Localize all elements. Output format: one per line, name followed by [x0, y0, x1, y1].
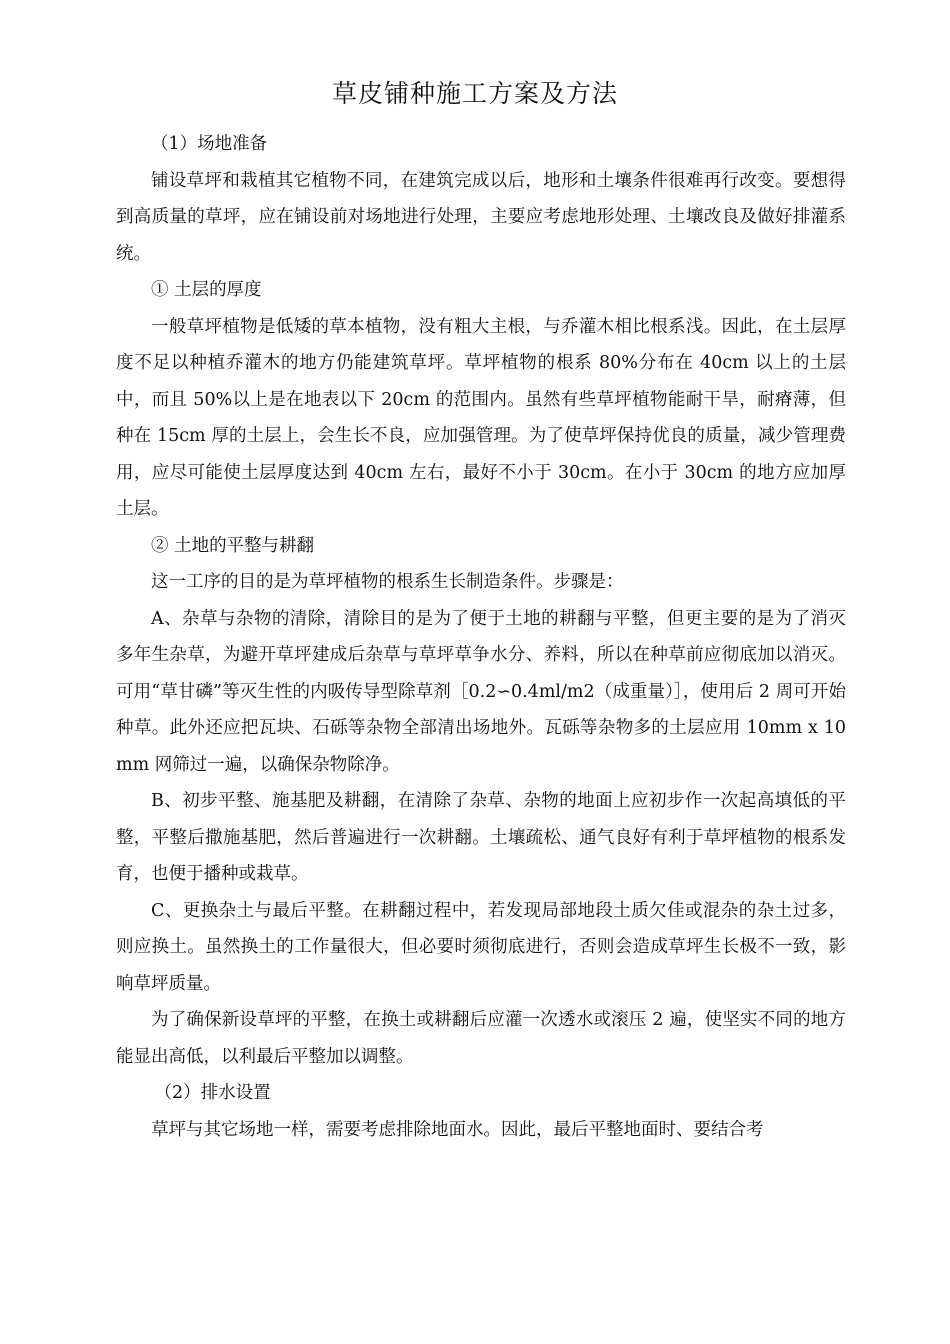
paragraph: C、更换杂土与最后平整。在耕翻过程中，若发现局部地段土质欠佳或混杂的杂土过多，则应换土。虽然换土的工作量很大，但必要时须彻底进行，否则会造成草坪生长极不一致，影响草坪质量。 — [116, 900, 846, 994]
paragraph: 草坪与其它场地一样，需要考虑排除地面水。因此，最后平整地面时、要结合考 — [151, 1119, 764, 1140]
subheading-soil-thickness: ① 土层的厚度 — [151, 280, 262, 300]
paragraph: 为了确保新设草坪的平整，在换土或耕翻后应灌一次透水或滚压 2 遍，使坚实不同的地方能显出高低，以利最后平整加以调整。 — [116, 1010, 846, 1067]
paragraph: 铺设草坪和栽植其它植物不同，在建筑完成以后，地形和土壤条件很难再行改变。要想得到高质量的草坪，应在铺设前对场地进行处理，主要应考虑地形处理、土壤改良及做好排灌系统。 — [116, 170, 846, 264]
section-heading-site-preparation: （1）场地准备 — [151, 134, 268, 154]
paragraph: 这一工序的目的是为草坪植物的根系生长制造条件。步骤是： — [151, 572, 624, 592]
paragraph: A、杂草与杂物的清除，清除目的是为了便于土地的耕翻与平整，但更主要的是为了消灭多年生杂草，为避开草坪建成后杂草与草坪草争水分、养料，所以在种草前应彻底加以消灭。可用“草甘磷”等灭生性的内吸传导型除草剂［0.2∽0.4ml/m2（成重量）］，使用后 2 周可开始种草。此外还应把瓦块、石砾等杂物全部清出场地外。瓦砾等杂物多的土层应用 10mm x 10mm 网筛过一遍，以确保杂物除净。 — [116, 608, 846, 775]
subheading-leveling-tilling: ② 土地的平整与耕翻 — [151, 535, 315, 556]
section-heading-drainage: （2）排水设置 — [154, 1083, 271, 1103]
document-body — [116, 126, 846, 1148]
document-title: 草皮铺种施工方案及方法 — [331, 79, 618, 108]
paragraph: 一般草坪植物是低矮的草本植物，没有粗大主根，与乔灌木相比根系浅。因此，在土层厚度不足以种植乔灌木的地方仍能建筑草坪。草坪植物的根系 80%分布在 40cm 以上的土层中，而且 50%以上是在地表以下 20cm 的范围内。虽然有些草坪植物能耐干旱，耐瘠薄，但种在 15cm 厚的土层上，会生长不良，应加强管理。为了使草坪保持优良的质量，减少管理费用，应尽可能使土层厚度达到 40cm 左右，最好不小于 30cm。在小于 30cm 的地方应加厚土层。 — [116, 316, 846, 519]
paragraph: B、初步平整、施基肥及耕翻，在清除了杂草、杂物的地面上应初步作一次起高填低的平整，平整后撒施基肥，然后普遍进行一次耕翻。土壤疏松、通气良好有利于草坪植物的根系发育，也便于播种或栽草。 — [116, 791, 846, 884]
